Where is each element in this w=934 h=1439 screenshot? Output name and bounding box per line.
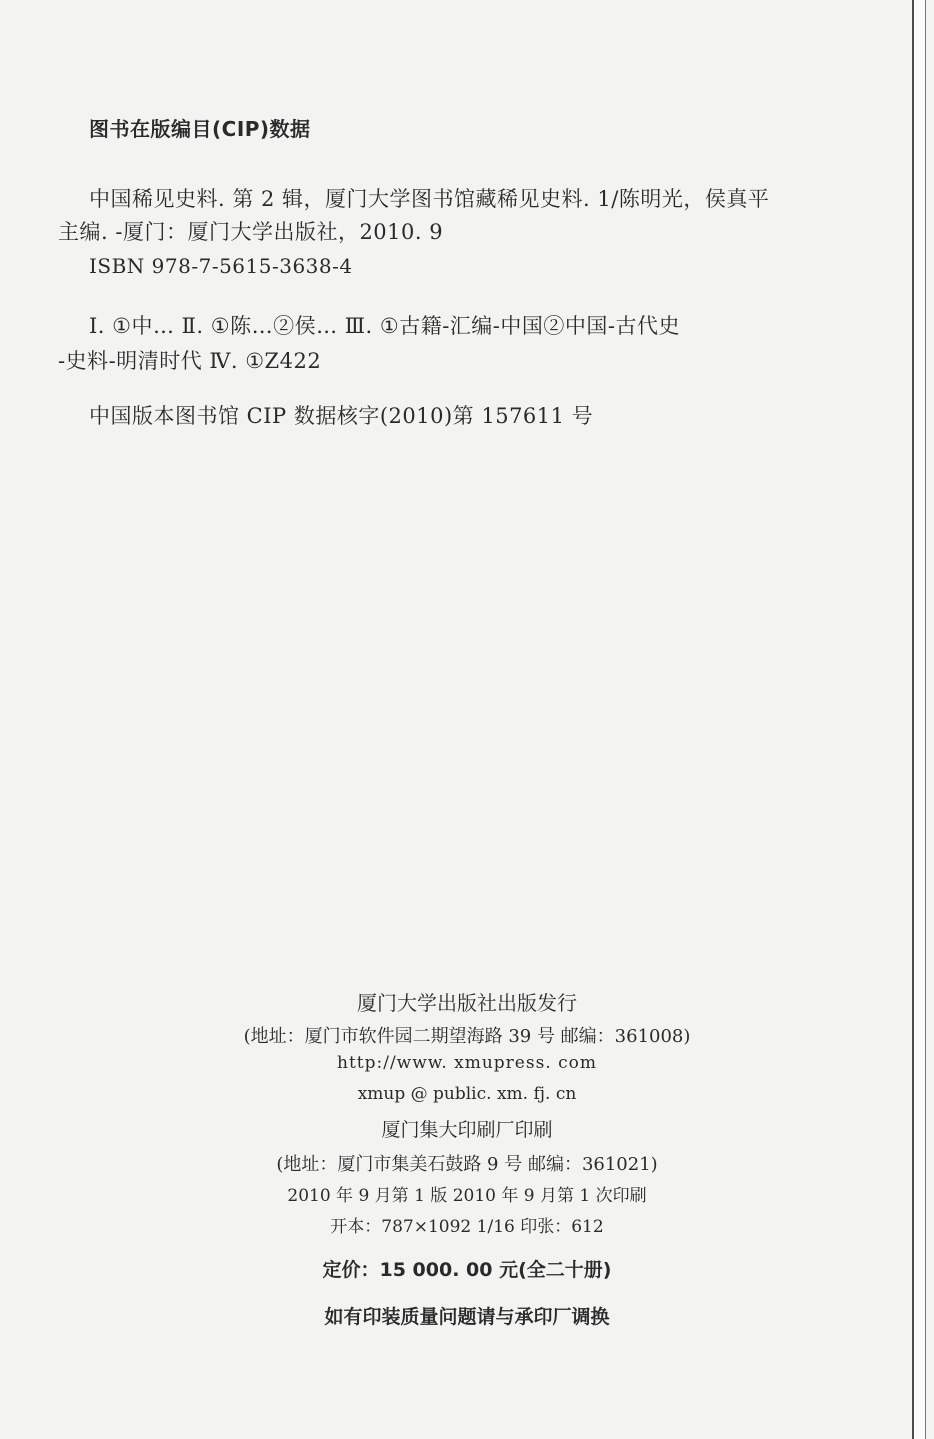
printer-address: (地址：厦门市集美石鼓路 9 号 邮编：361021) (276, 1154, 658, 1175)
publisher-website: http://www. xmupress. com (337, 1053, 597, 1073)
cip-check-number: 中国版本图书馆 CIP 数据核字(2010)第 157611 号 (89, 404, 594, 428)
quality-notice: 如有印装质量问题请与承印厂调换 (324, 1306, 610, 1328)
format-info: 开本：787×1092 1/16 印张：612 (330, 1217, 604, 1237)
price-info: 定价：15 000. 00 元(全二十册) (322, 1259, 612, 1281)
cip-title-line-continued: 主编. -厦门：厦门大学出版社，2010. 9 (58, 220, 444, 244)
cip-heading: 图书在版编目(CIP)数据 (89, 117, 311, 141)
isbn-number: ISBN 978-7-5615-3638-4 (89, 254, 353, 278)
cip-title-line: 中国稀见史料. 第 2 辑，厦门大学图书馆藏稀见史料. 1/陈明光，侯真平 (89, 187, 770, 211)
publisher-address: (地址：厦门市软件园二期望海路 39 号 邮编：361008) (243, 1026, 691, 1047)
publisher-email: xmup @ public. xm. fj. cn (357, 1084, 577, 1104)
publisher-name: 厦门大学出版社出版发行 (357, 991, 577, 1015)
printer-name: 厦门集大印刷厂印刷 (381, 1119, 553, 1141)
cip-subject-line-continued: -史料-明清时代 Ⅳ. ①Z422 (58, 349, 322, 373)
cip-subject-line: Ⅰ. ①中… Ⅱ. ①陈…②侯… Ⅲ. ①古籍-汇编-中国②中国-古代史 (89, 314, 680, 338)
edition-info: 2010 年 9 月第 1 版 2010 年 9 月第 1 次印刷 (287, 1186, 647, 1206)
